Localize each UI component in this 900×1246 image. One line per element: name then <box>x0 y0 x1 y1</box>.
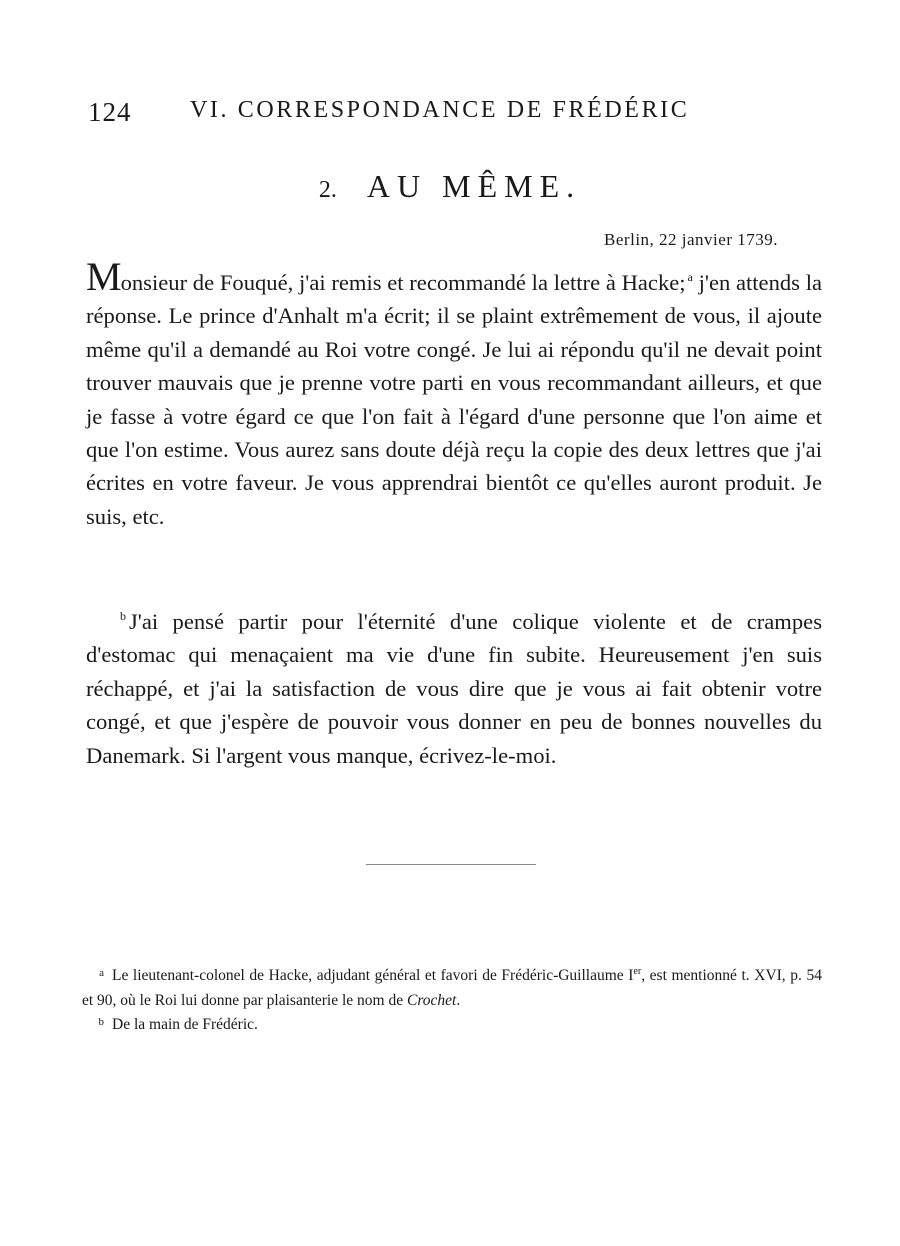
running-title: VI. CORRESPONDANCE DE FRÉDÉRIC <box>190 97 690 123</box>
footnote-a-text: Le lieutenant-colonel de Hacke, adjudant général et favori de Frédéric-Guillaume I <box>112 967 634 984</box>
paragraph-text-continued: j'en attends la réponse. Le prince d'Anhalt m'a écrit; il se plaint extrêmement de vous, il ajoute même qu'il a demandé au Roi votre congé. Je lui ai répondu qu'il ne devait point trouver mauvais que je prenne votre parti en vous recommandant ailleurs, et que je fasse à votre égard ce que l'on fait à l'égard d'une personne que l'on aime et que l'on estime. Vous aurez sans doute déjà reçu la copie des deux lettres que j'ai écrites en votre faveur. Je vous apprendrai bientôt ce qu'elles auront produit. Je suis, etc. <box>86 270 822 529</box>
footnote-a-end: . <box>456 991 461 1009</box>
page-number: 124 <box>88 97 132 127</box>
letter-title <box>0 168 900 205</box>
dateline: Berlin, 22 janvier 1739. <box>604 230 778 249</box>
footnote-a-superscript: er <box>633 966 642 977</box>
footnote-reference-b: b <box>120 609 126 623</box>
footnote-a-italic-name: Crochet <box>407 991 457 1009</box>
letter-paragraph-2 <box>86 605 822 772</box>
footnote-b: b De la main de Frédéric. <box>98 1016 258 1033</box>
footnote-reference-a: a <box>687 270 693 284</box>
drop-capital: M <box>86 254 121 299</box>
letter-number: 2. <box>318 177 337 203</box>
footnote-a-text-continued: , est mentionné t. XVI, p. 54 et 90, où le Roi lui donne par plaisanterie le nom de <box>82 967 822 1009</box>
paragraph-text: J'ai pensé partir pour l'éternité d'une colique violente et de crampes d'estomac qui menaçaient ma vie d'une fin subite. Heureusement j'en suis réchappé, et j'ai la satisfaction de vous dire que je vous ai fait obtenir votre congé, et que j'espère de pouvoir vous donner en peu de bonnes nouvelles du Danemark. Si l'argent vous manque, écrivez-le-moi. <box>86 609 822 768</box>
footnote-b-text: De la main de Frédéric. <box>112 1016 258 1033</box>
letter-heading: AU MÊME. <box>366 168 582 204</box>
footnote-a: a Le lieutenant-colonel de Hacke, adjudant général et favori de Frédéric-Guillaume Ier, est mentionné t. XVI, p. 54 et 90, où le Roi lui donne par plaisanterie le nom de Crochet. <box>82 966 822 1009</box>
footnotes <box>82 964 822 1038</box>
separator-rule <box>366 864 536 865</box>
paragraph-text: onsieur de Fouqué, j'ai remis et recommandé la lettre à Hacke; <box>120 270 686 295</box>
letter-paragraph-1 <box>86 254 822 533</box>
